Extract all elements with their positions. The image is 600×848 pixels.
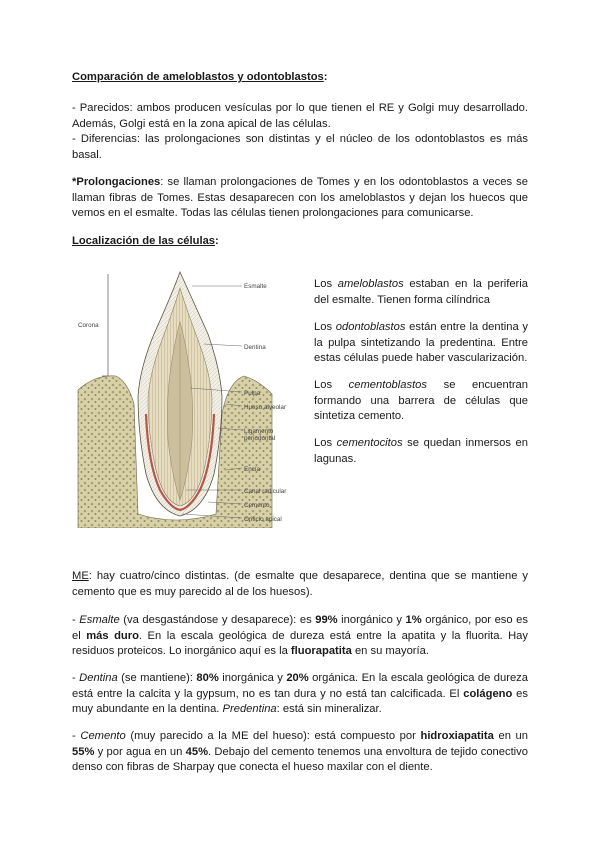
paragraph-cementocitos: Los cementocitos se quedan inmersos en lagunas. <box>314 437 528 465</box>
label-orificio-apical: Orificio apical <box>244 516 282 523</box>
label-cemento: Cemento <box>244 502 270 509</box>
label-corona: Corona <box>78 322 99 329</box>
paragraph-esmalte: - Esmalte (va desgastándose y desaparece): es 99% inorgánico y 1% orgánico, por eso es el más duro. En la escala geológica de dureza está entre la apatita y la fluorita. Hay residuos proteicos. Lo inorgánico aquí es la fluorapatita en su mayoría. <box>72 614 528 658</box>
paragraph-ameloblastos: Los ameloblastos estaban en la periferia del esmalte. Tienen forma cilíndrica <box>314 278 528 306</box>
paragraph-me: ME: hay cuatro/cinco distintas. (de esmalte que desaparece, dentina que se mantiene y cemento que es muy parecido al de los huesos). <box>72 570 528 598</box>
label-ligamento-2: periodontal <box>244 435 276 442</box>
label-ligamento-1: Ligamento <box>244 428 274 435</box>
paragraph-cemento: - Cemento (muy parecido a la ME del hueso): está compuesto por hidroxiapatita en un 55% y por agua en un 45%. Debajo del cemento tenemos una envoltura de tejido conectivo denso con fibras de Sharpay que conecta el hueso maxilar con el diente. <box>72 730 528 774</box>
label-pulpa: Pulpa <box>244 390 261 397</box>
heading-comparacion: Comparación de ameloblastos y odontoblastos: <box>72 71 328 83</box>
paragraph-parecidos: - Parecidos: ambos producen vesículas por lo que tienen el RE y Golgi muy desarrollado. Además, Golgi está en la zona apical de las células. <box>72 102 528 130</box>
label-encia: Encía <box>244 466 261 473</box>
label-hueso-alveolar: Hueso alveolar <box>244 404 287 411</box>
paragraph-prolongaciones: *Prolongaciones: se llaman prolongaciones de Tomes y en los odontoblastos a veces se llaman fibras de Tomes. Estas desaparecen con los ameloblastos y dejan los huecos que vemos en el esmalte. Todas las células tienen prolongaciones para comunicarse. <box>72 176 528 220</box>
paragraph-dentina: - Dentina (se mantiene): 80% inorgánica y 20% orgánica. En la escala geológica de dureza está entre la calcita y la gypsum, no es tan dura y no está tan calcificada. El colágeno es muy abundante en la dentina. Predentina: está sin mineralizar. <box>72 672 528 716</box>
paragraph-odontoblastos: Los odontoblastos están entre la dentina y la pulpa sintetizando la predentina. Entre estas células puede haber vascularización. <box>314 321 528 365</box>
paragraph-cementoblastos: Los cementoblastos se encuentran formando una barrera de células que sintetiza cemento. <box>314 379 528 423</box>
heading-localizacion: Localización de las células: <box>72 235 219 247</box>
tooth-diagram <box>76 264 306 528</box>
label-esmalte: Esmalte <box>244 283 267 290</box>
section-parecidos-diferencias <box>72 101 528 163</box>
tooth-diagram-svg <box>76 264 306 528</box>
label-canal-radicular: Canal radicular <box>244 488 287 495</box>
label-dentina: Dentina <box>244 344 266 351</box>
paragraph-diferencias: - Diferencias: las prolongaciones son distintas y el núcleo de los odontoblastos es más basal. <box>72 133 528 161</box>
